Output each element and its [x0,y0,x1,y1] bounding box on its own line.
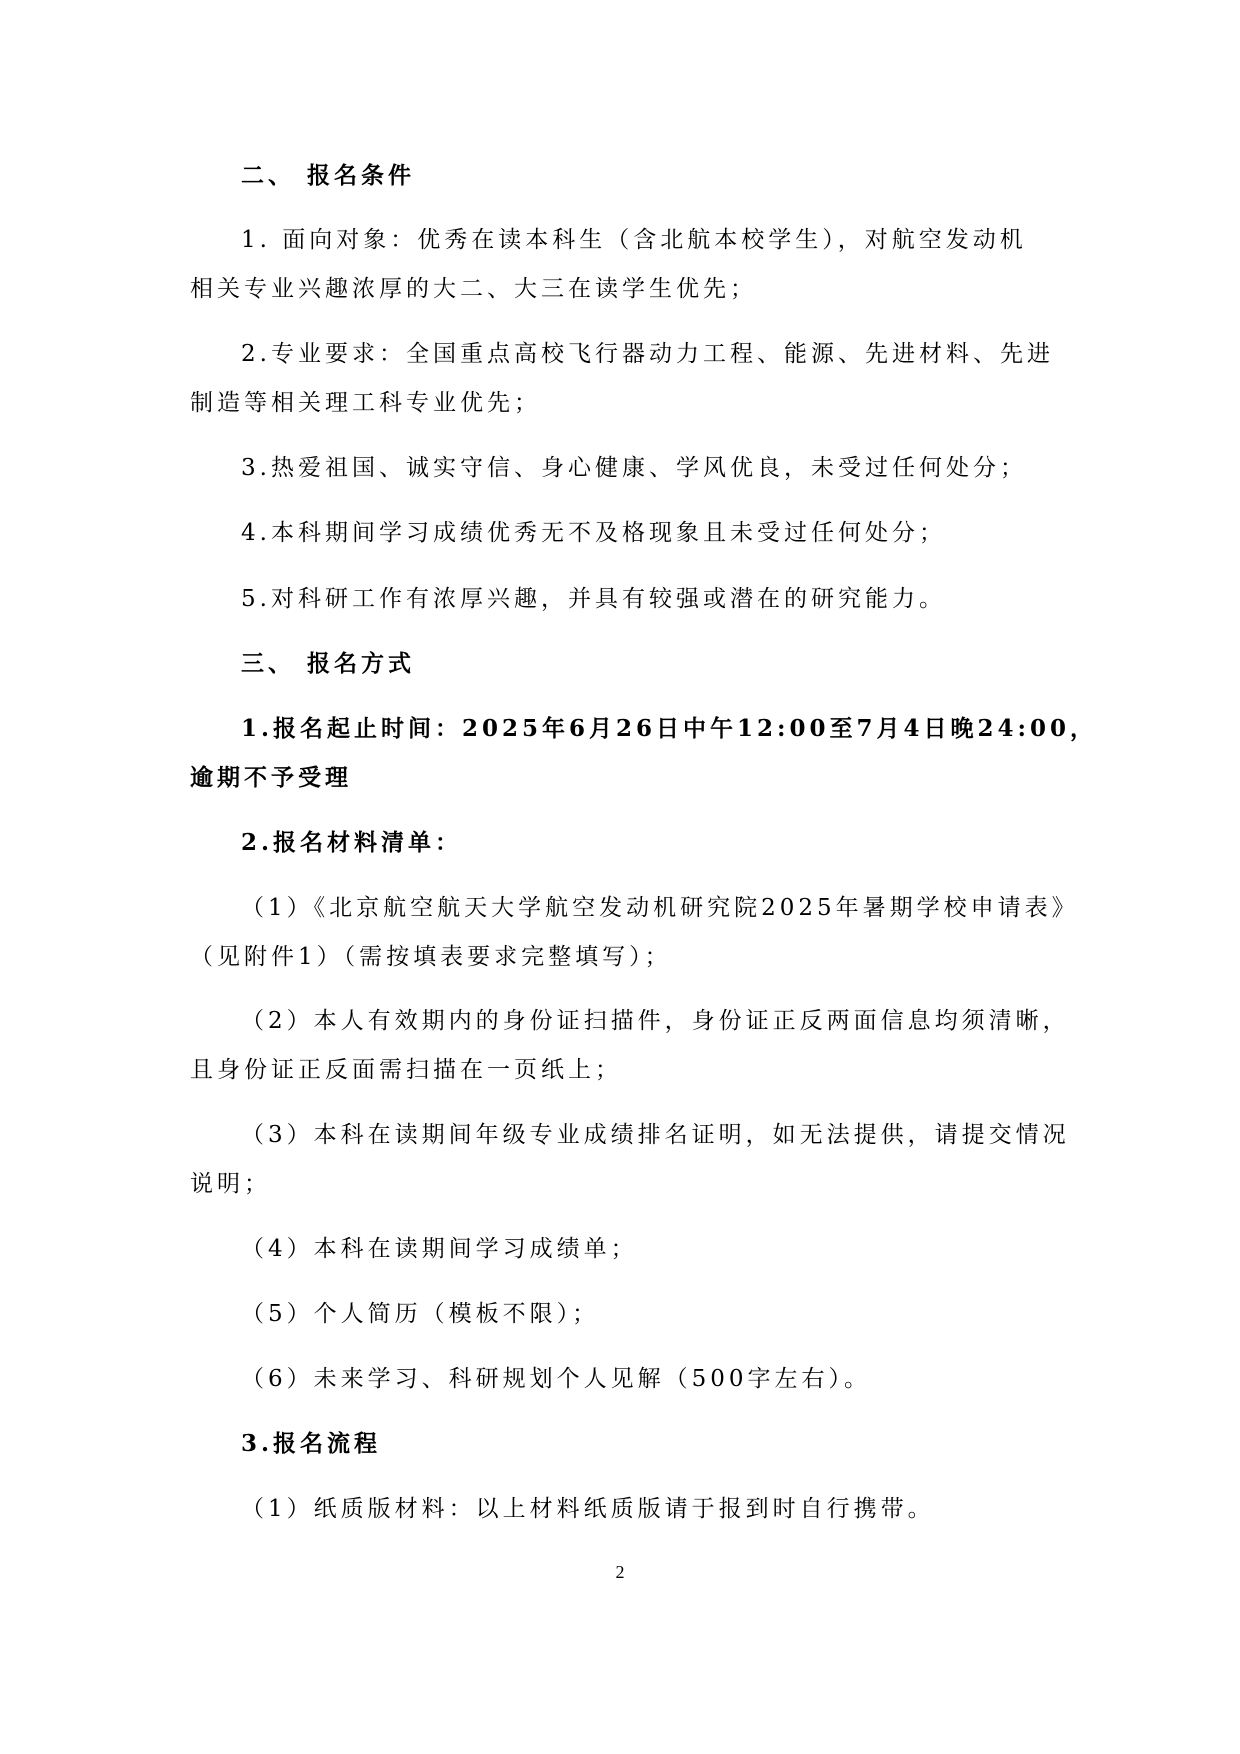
process-item-1: （1）纸质版材料：以上材料纸质版请于报到时自行携带。 [241,1496,935,1522]
material-6: （6）未来学习、科研规划个人见解（500字左右）。 [241,1366,872,1392]
condition-item-5: 5.对科研工作有浓厚兴趣，并具有较强或潜在的研究能力。 [241,586,946,612]
condition-item-1-line-1: 1. 面向对象：优秀在读本科生（含北航本校学生），对航空发动机 [241,227,1027,253]
materials-heading: 2.报名材料清单： [241,829,463,856]
registration-time-line-2: 逾期不予受理 [190,764,352,791]
material-3-line-1: （3）本科在读期间年级专业成绩排名证明，如无法提供，请提交情况 [241,1122,1070,1148]
material-1-line-2: （见附件1）（需按填表要求完整填写）； [190,944,672,970]
condition-item-2-line-2: 制造等相关理工科专业优先； [190,390,541,416]
material-2-line-1: （2）本人有效期内的身份证扫描件，身份证正反两面信息均须清晰， [241,1008,1070,1034]
material-1-line-1: （1）《北京航空航天大学航空发动机研究院2025年暑期学校申请表》 [241,895,1079,921]
material-4: （4）本科在读期间学习成绩单； [241,1236,638,1262]
condition-item-1-line-2: 相关专业兴趣浓厚的大二、大三在读学生优先； [190,276,757,302]
section-heading-method: 三、 报名方式 [241,650,416,677]
registration-time-line-1: 1.报名起止时间：2025年6月26日中午12:00至7月4日晚24:00， [241,715,1098,742]
material-5: （5）个人简历（模板不限）； [241,1301,600,1327]
condition-item-4: 4.本科期间学习成绩优秀无不及格现象且未受过任何处分； [241,520,946,546]
condition-item-3: 3.热爱祖国、诚实守信、身心健康、学风优良，未受过任何处分； [241,455,1027,481]
section-heading-conditions: 二、 报名条件 [241,162,416,189]
process-heading: 3.报名流程 [241,1430,382,1457]
condition-item-2-line-1: 2.专业要求：全国重点高校飞行器动力工程、能源、先进材料、先进 [241,341,1054,367]
material-2-line-2: 且身份证正反面需扫描在一页纸上； [190,1057,622,1083]
page-number: 2 [615,1562,625,1582]
material-3-line-2: 说明； [190,1171,271,1197]
